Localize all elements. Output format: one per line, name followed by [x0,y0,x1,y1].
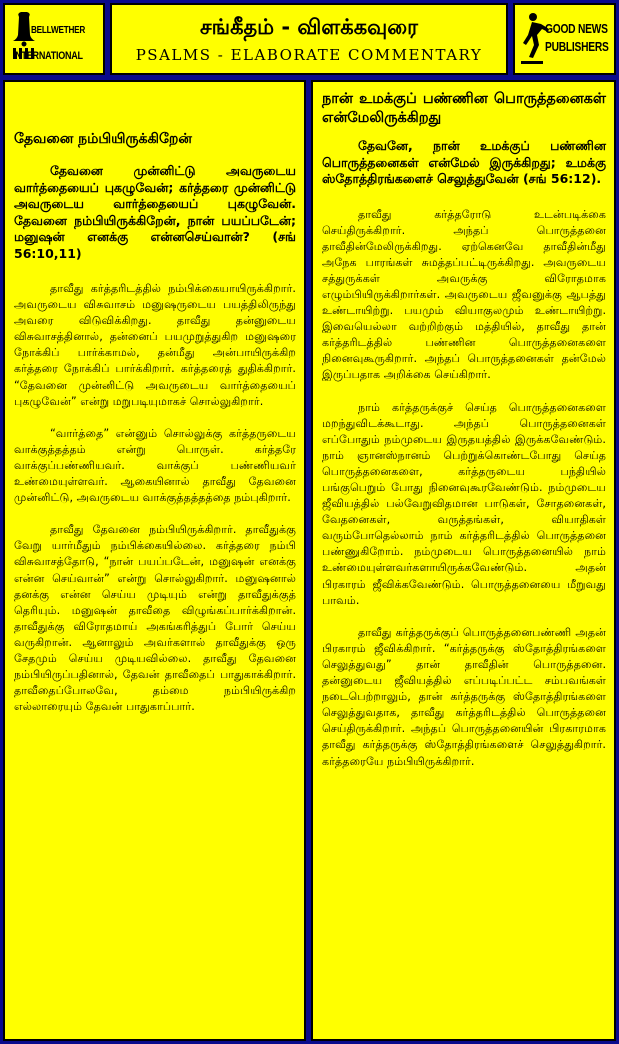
logo-right-line2: PUBLISHERS [545,40,609,54]
left-paragraph-1: தாவீது கர்த்தரிடத்தில் நம்பிக்கையாயிருக்கிறார். அவருடைய விசுவாசம் மனுஷருடைய பயத்திலிருந்து அவரை விடுவிக்கிறது. தாவீது தன்னுடைய விசுவாசத்தினால், தன்னைப் பயமுறுத்துகிற மனுஷரை நோக்கிப் பார்க்காமல், தன்மீது அன்பாயிருக்கிற கர்த்தரை நோக்கிப் பார்க்கிறார். கர்த்தரைத் துதிக்கிறார். “தேவனை முன்னிட்டு அவருடைய வார்த்தையைப் புகழுவேன்” என்று மறுபடியுமாகச் சொல்லுகிறார். [14,282,296,408]
right-paragraph-3: தாவீது கர்த்தருக்குப் பொருத்தனைபண்ணி அதன் பிரகாரம் ஜீவிக்கிறார். “கர்த்தருக்கு ஸ்தோத்திரங்களை செலுத்துவது” தான் தாவீதின் பொருத்தனை. தன்னுடைய ஜீவியத்தில் எப்படிப்பட்ட சம்பவங்கள் நடைபெற்றாலும், தான் கர்த்தருக்கு ஸ்தோத்திரங்களை செலுத்துவதாக, தாவீது கர்த்தரிடத்தில் பொருத்தனை செய்திருக்கிறார். அந்தப் பொருத்தனையின் பிரகாரமாக தாவீது கர்த்தருக்கு ஸ்தோத்திரங்களைச் செலுத்துகிறார். கர்த்தரையே நம்பியிருக்கிறார். [322,625,606,768]
right-verse: தேவனே, நான் உமக்குப் பண்ணின பொருத்தனைகள் என்மேல் இருக்கிறது; உமக்கு ஸ்தோத்திரங்களைச் செலுத்துவேன் (சங் 56:12). [322,138,606,186]
left-heading: தேவனை நம்பியிருக்கிறேன் [14,131,192,147]
right-paragraph-2: நாம் கர்த்தருக்குச் செய்த பொருத்தனைகளை மறந்துவிடக்கூடாது. அந்தப் பொருத்தனைகள் எப்போதும் நம்முடைய இருதயத்தில் இருக்கவேண்டும். நாம் ஞானஸ்நானம் பெற்றுக்கொண்டபோது செய்த பொருத்தனைகளை, கர்த்தருடைய பந்தியில் பங்குபெறும் போது நினைவுகூரவேண்டும். நம்முடைய ஜீவியத்தில் பல்வேறுவிதமான பாடுகள், சோதனைகள், வேதனைகள், வருத்தங்கள், வியாதிகள் வரும்போதெல்லாம் நாம் கர்த்தரிடத்தில் பொருத்தனை பண்ணுகிறோம். நம்முடைய பொருத்தனையில் நாம் உண்மையுள்ளவர்களாயிருக்கவேண்டும். அதன் பிரகாரம் ஜீவிக்கவேண்டும். பொருத்தனையை மீறுவது பாவம். [322,400,606,607]
bell-icon [5,5,103,73]
page-title: சங்கீதம் - விளக்கவுரை [200,15,418,39]
left-verse: தேவனை முன்னிட்டு அவருடைய வார்த்தையைப் புகழுவேன்; கர்த்தரை முன்னிட்டு அவருடைய வார்த்தையைப் புகழுவேன். தேவனை நம்பியிருக்கிறேன், நான் பயப்படேன்; மனுஷன் எனக்கு என்னசெய்வான்? (சங் 56:10,11) [14,163,296,261]
good-news-logo [513,3,616,75]
logo-left-line2: INTERNATIONAL [13,50,83,62]
left-paragraph-2: “வார்த்தை” என்னும் சொல்லுக்கு கர்த்தருடைய வாக்குத்தத்தம் என்று பொருள். கர்த்தரே வாக்குப்பண்ணியவர். வாக்குப் பண்ணியவர் உண்மையுள்ளவர். ஆகையினால் தாவீது தேவனை முன்னிட்டு, அவருடைய வாக்குத்தத்தத்தை நம்புகிறார். [14,426,296,505]
right-paragraph-1: தாவீது கர்த்தரோடு உடன்படிக்கை செய்திருக்கிறார். அந்தப் பொருத்தனை தாவீதின்மேலிருக்கிறது. ஏற்கெனவே தாவீதின்மீது அநேக பாரங்கள் சுமத்தப்பட்டிருக்கிறது. அவருடைய சத்துருக்கள் அவருக்கு விரோதமாக எழும்பியிருக்கிறார்கள். அவருடைய ஜீவனுக்கு ஆபத்து உண்டாயிற்று. பயமும் வியாகுலமும் உண்டாயிற்று. இவையெல்லா வற்றிற்கும் மத்தியில், தாவீது தான் கர்த்தரிடத்தில் பண்ணின பொருத்தனைகளை நினைவுகூருகிறார். அந்தப் பொருத்தனைகள் தன்மேல் இருப்பதாக அறிக்கை செய்கிறார். [322,207,606,382]
right-column [311,80,616,1041]
page-header [110,3,508,75]
logo-left-line1: BELLWETHER [31,25,86,36]
left-column [3,80,306,1041]
page-subtitle: PSALMS - ELABORATE COMMENTARY [135,46,483,64]
left-paragraph-3: தாவீது தேவனை நம்பியிருக்கிறார். தாவீதுக்கு வேறு யார்மீதும் நம்பிக்கையில்லை. கர்த்தரை நம்பி விசுவாசத்தோடு, “நான் பயப்படேன், மனுஷன் எனக்கு என்ன செய்வான்” என்று சொல்லுகிறார். மனுஷனால் தனக்கு என்ன செய்ய முடியும் என்று தாவீதுக்குத் தெரியும். மனுஷன் தாவீதை விழுங்கப்பார்க்கிறான். தாவீதுக்கு விரோதமாய் அகங்கரித்துப் போர் செய்ய வருகிறான். ஆனாலும் அவர்களால் தாவீதுக்கு ஒரு சேதமும் செய்ய முடியவில்லை. தாவீது தேவனை நம்பியிருப்பதினால், தேவன் தாவீதைப் பாதுகாக்கிறார். தாவீதைப்போலவே, தம்மை நம்பியிருக்கிற எல்லாரையும் தேவன் பாதுகாப்பார். [14,523,296,714]
runner-icon [515,5,614,73]
bellwether-logo [3,3,105,75]
logo-right-line1: GOOD NEWS [545,22,608,36]
right-heading: நான் உமக்குப் பண்ணின பொருத்தனைகள் என்மேலிருக்கிறது [322,91,606,126]
